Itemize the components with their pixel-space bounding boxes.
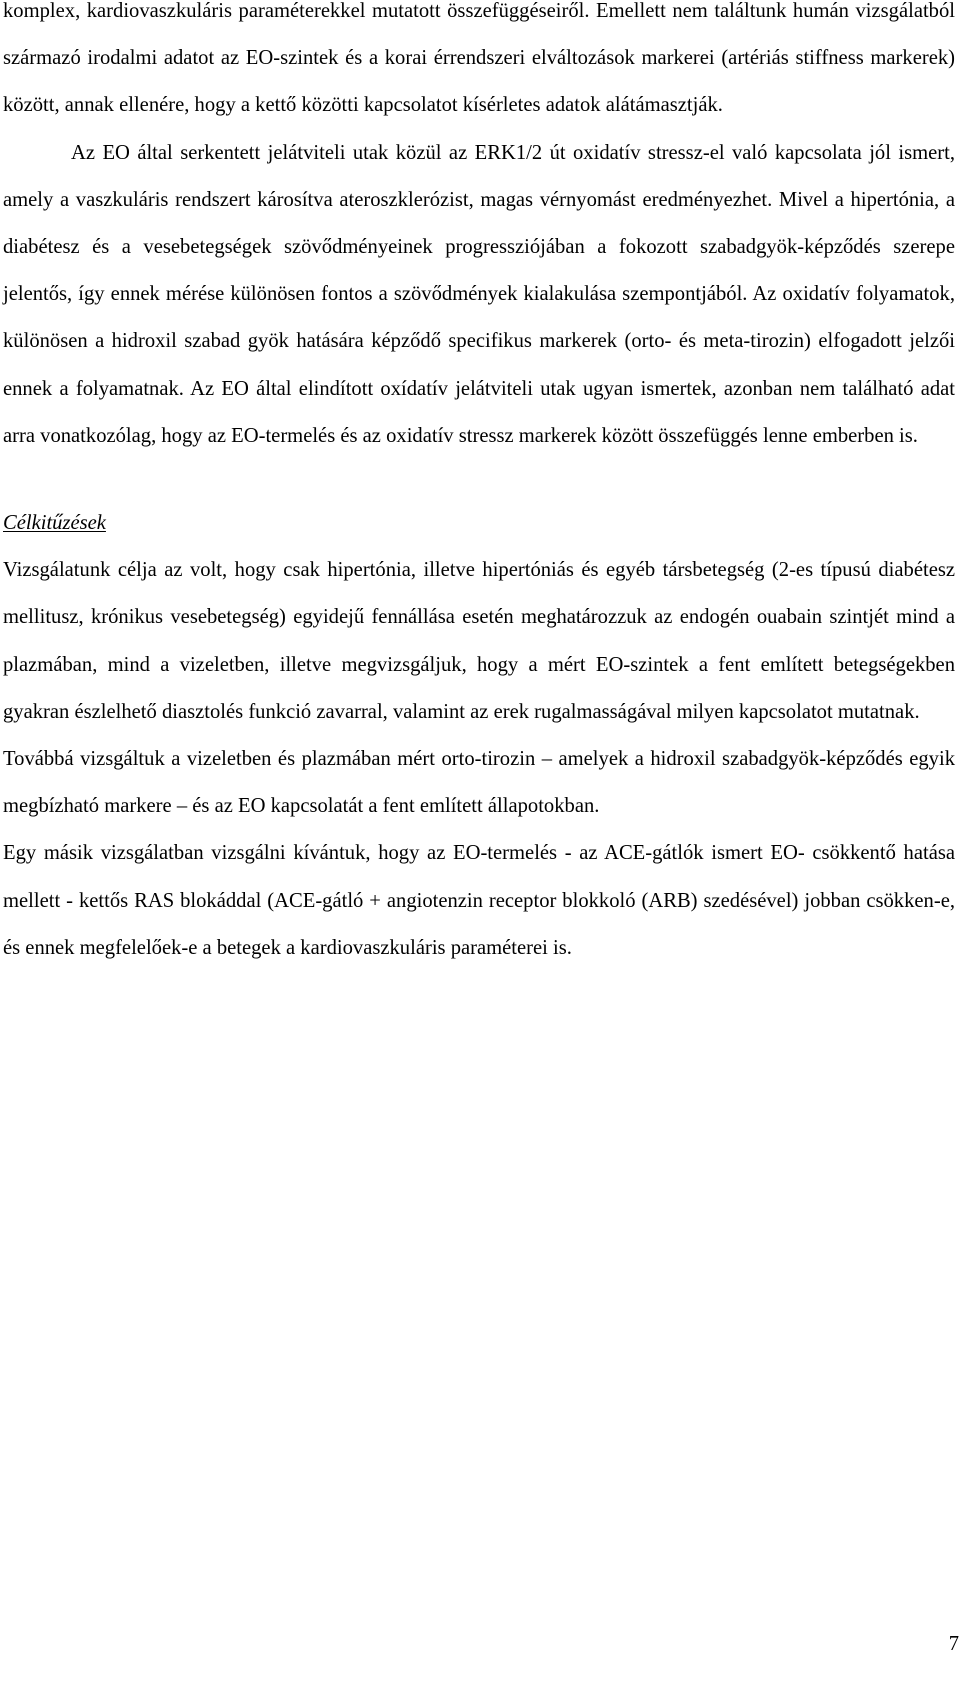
paragraph-aims-ortho-tyrosine: Továbbá vizsgáltuk a vizeletben és plazmában mért orto-tirozin – amelyek a hidroxil szabadgyök-képződés egyik megbízható markere – és az EO kapcsolatát a fent említett állapotokban. [3,748,955,818]
document-page [3,0,955,972]
paragraph-continuation: komplex, kardiovaszkuláris paraméterekkel mutatott összefüggéseiről. Emellett nem találtunk humán vizsgálatból származó irodalmi adatot az EO-szintek és a korai érrendszeri elváltozások markerei (artériás stiffness markerek) között, annak ellenére, hogy a kettő közötti kapcsolatot kísérletes adatok alátámasztják. [3,0,955,117]
paragraph-aims-main: Vizsgálatunk célja az volt, hogy csak hipertónia, illetve hipertóniás és egyéb társbetegség (2-es típusú diabétesz mellitusz, krónikus vesebetegség) egyidejű fennállása esetén meghatározzuk az endogén ouabain szintjét mind a plazmában, mind a vizeletben, illetve megvizsgáljuk, hogy a mért EO-szintek a fent említett betegségekben gyakran észlelhető diasztolés funkció zavarral, valamint az erek rugalmasságával milyen kapcsolatot mutatnak. [3,559,955,723]
paragraph-aims-ras-blockade: Egy másik vizsgálatban vizsgálni kívántuk, hogy az EO-termelés - az ACE-gátlók ismert EO- csökkentő hatása mellett - kettős RAS blokáddal (ACE-gátló + angiotenzin receptor blokkoló (ARB) szedésével) jobban csökken-e, és ennek megfelelőek-e a betegek a kardiovaszkuláris paraméterei is. [3,842,955,959]
paragraph-erk-oxidative-stress: Az EO által serkentett jelátviteli utak közül az ERK1/2 út oxidatív stressz-el való kapcsolata jól ismert, amely a vaszkuláris rendszert károsítva ateroszklerózist, magas vérnyomást eredményezhet. Mivel a hipertónia, a diabétesz és a vesebetegségek szövődményeinek progressziójában a fokozott szabadgyök-képződés szerepe jelentős, így ennek mérése különösen fontos a szövődmények kialakulása szempontjából. Az oxidatív folyamatok, különösen a hidroxil szabad gyök hatására képződő specifikus markerek (orto- és meta-tirozin) elfogadott jelzői ennek a folyamatnak. Az EO által elindított oxídatív jelátviteli utak ugyan ismertek, azonban nem található adat arra vonatkozólag, hogy az EO-termelés és az oxidatív stressz markerek között összefüggés lenne emberben is. [3,141,955,447]
page-number: 7 [948,1633,959,1655]
section-heading-aims: Célkitűzések [3,512,106,535]
